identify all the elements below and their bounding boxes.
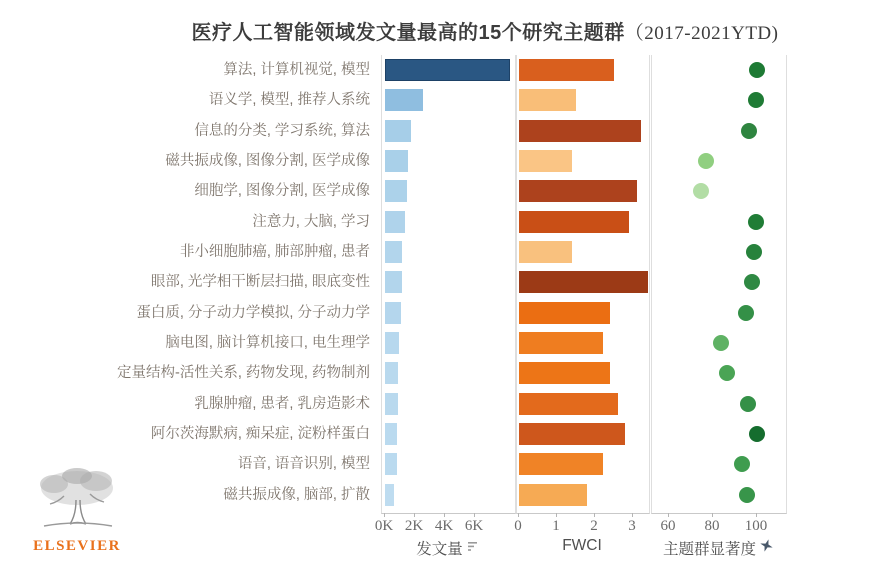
category-label: 语义学, 模型, 推荐人系统: [208, 92, 370, 109]
pubs-bar[interactable]: [385, 362, 398, 384]
fwci-bar[interactable]: [519, 120, 641, 142]
axis-tick-mark: [414, 513, 415, 517]
pubs-axis-label: 发文量: [416, 541, 463, 558]
pubs-bar[interactable]: [385, 484, 394, 506]
axis-tick-label: 1: [552, 518, 560, 534]
axis-tick-mark: [384, 513, 385, 517]
elsevier-logo-text: ELSEVIER: [33, 538, 121, 554]
fwci-bar[interactable]: [519, 423, 625, 445]
axis-tick-mark: [756, 513, 757, 517]
pubs-bar[interactable]: [385, 211, 405, 233]
axis-tick-mark: [668, 513, 669, 517]
fwci-bar[interactable]: [519, 59, 614, 81]
prominence-dot[interactable]: [734, 456, 750, 472]
category-label: 磁共振成像, 图像分割, 医学成像: [165, 152, 370, 169]
axis-tick-label: 2K: [404, 518, 424, 534]
axis-tick-mark: [632, 513, 633, 517]
fwci-bar[interactable]: [519, 453, 603, 475]
fwci-bar[interactable]: [519, 332, 603, 354]
prominence-dot[interactable]: [693, 183, 709, 199]
panel-pubs: [381, 55, 516, 514]
fwci-bar[interactable]: [519, 89, 576, 111]
category-label: 眼部, 光学相干断层扫描, 眼底变性: [150, 274, 370, 291]
fwci-bar[interactable]: [519, 271, 648, 293]
prominence-axis-label: 主题群显著度: [662, 541, 756, 558]
axis-tick-label: 4K: [434, 518, 454, 534]
panel-fwci: [516, 55, 650, 514]
prominence-dot[interactable]: [744, 274, 760, 290]
prominence-dot[interactable]: [741, 123, 757, 139]
category-label: 蛋白质, 分子动力学模拟, 分子动力学: [136, 304, 370, 321]
axis-tick-label: 2: [590, 518, 598, 534]
chart-title: [90, 16, 880, 45]
axis-tick-mark: [594, 513, 595, 517]
fwci-bar[interactable]: [519, 302, 610, 324]
pubs-bar[interactable]: [385, 150, 408, 172]
category-label: 磁共振成像, 脑部, 扩散: [223, 486, 370, 503]
fwci-bar[interactable]: [519, 393, 618, 415]
category-label: 注意力, 大脑, 学习: [252, 213, 370, 230]
axis-tick-mark: [712, 513, 713, 517]
prominence-dot[interactable]: [739, 487, 755, 503]
prominence-dot[interactable]: [719, 365, 735, 381]
axis-tick-mark: [444, 513, 445, 517]
pubs-bar[interactable]: [385, 59, 510, 81]
prominence-dot[interactable]: [748, 92, 764, 108]
pubs-bar[interactable]: [385, 453, 397, 475]
prominence-dot[interactable]: [738, 305, 754, 321]
category-label: 细胞学, 图像分割, 医学成像: [194, 183, 370, 200]
axis-tick-label: 80: [704, 518, 720, 534]
category-label: 乳腺肿瘤, 患者, 乳房造影术: [194, 395, 370, 412]
prominence-dot[interactable]: [749, 426, 765, 442]
panel-prominence: [651, 55, 787, 514]
pubs-bar[interactable]: [385, 241, 402, 263]
pubs-bar[interactable]: [385, 89, 423, 111]
pubs-bar[interactable]: [385, 120, 411, 142]
fwci-bar[interactable]: [519, 484, 587, 506]
axis-tick-mark: [556, 513, 557, 517]
axis-tick-mark: [474, 513, 475, 517]
prominence-dot[interactable]: [749, 62, 765, 78]
prominence-dot[interactable]: [748, 214, 764, 230]
fwci-bar[interactable]: [519, 362, 610, 384]
pubs-bar[interactable]: [385, 180, 407, 202]
pubs-bar[interactable]: [385, 302, 401, 324]
elsevier-tree-icon: [34, 519, 120, 536]
axis-tick-mark: [518, 513, 519, 517]
pubs-axis-title[interactable]: [381, 537, 514, 559]
prominence-dot[interactable]: [698, 153, 714, 169]
prominence-dot[interactable]: [713, 335, 729, 351]
category-label: 信息的分类, 学习系统, 算法: [194, 122, 370, 139]
axis-tick-label: 0: [514, 518, 522, 534]
category-label: 脑电图, 脑计算机接口, 电生理学: [165, 334, 370, 351]
axis-tick-label: 6K: [464, 518, 484, 534]
sort-descending-icon[interactable]: [467, 539, 479, 557]
category-labels: [0, 55, 377, 510]
axis-tick-label: 60: [660, 518, 676, 534]
prominence-axis-title[interactable]: [651, 537, 785, 559]
axis-tick-label: 100: [744, 518, 768, 534]
category-label: 定量结构-活性关系, 药物发现, 药物制剂: [117, 365, 370, 382]
fwci-axis-title[interactable]: [516, 537, 648, 555]
pubs-bar[interactable]: [385, 271, 402, 293]
prominence-dot[interactable]: [746, 244, 762, 260]
category-label: 语音, 语音识别, 模型: [237, 456, 370, 473]
category-label: 非小细胞肺癌, 肺部肿瘤, 患者: [179, 243, 370, 260]
axis-tick-label: 3: [628, 518, 636, 534]
fwci-bar[interactable]: [519, 241, 572, 263]
fwci-bar[interactable]: [519, 211, 629, 233]
pubs-bar[interactable]: [385, 393, 398, 415]
star-icon[interactable]: [760, 539, 773, 557]
prominence-dot[interactable]: [740, 396, 756, 412]
chart-title-period: （2017-2021YTD): [624, 23, 779, 44]
category-label: 阿尔茨海默病, 痴呆症, 淀粉样蛋白: [150, 425, 370, 442]
chart-title-main: 医疗人工智能领域发文量最高的15个研究主题群: [191, 22, 625, 44]
fwci-bar[interactable]: [519, 150, 572, 172]
category-label: 算法, 计算机视觉, 模型: [223, 62, 370, 78]
fwci-bar[interactable]: [519, 180, 637, 202]
elsevier-logo: [22, 466, 132, 555]
pubs-bar[interactable]: [385, 423, 397, 445]
pubs-bar[interactable]: [385, 332, 399, 354]
fwci-axis-label: FWCI: [562, 537, 602, 554]
axis-tick-label: 0K: [374, 518, 394, 534]
